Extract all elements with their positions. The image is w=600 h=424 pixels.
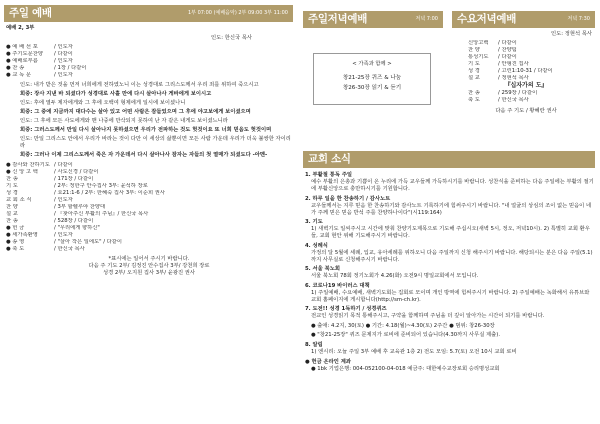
order-item xyxy=(468,75,596,82)
order-item xyxy=(6,176,292,183)
order-item xyxy=(6,197,292,204)
order-value: / 한신국 목사 xyxy=(498,96,529,103)
news-item-title: ● 헌금 온라인 계좌 xyxy=(305,358,351,365)
news-item-title: 3. 기도 xyxy=(305,219,323,226)
order-item xyxy=(6,169,292,176)
news-title: 교회 소식 xyxy=(308,152,351,165)
order-label: 성 경 xyxy=(6,189,18,196)
order-value: / 3부 할렐루야 찬양대 xyxy=(54,203,106,210)
news-item xyxy=(305,332,595,339)
order-item xyxy=(6,65,292,72)
order-label: 성 경 xyxy=(468,67,480,74)
news-item xyxy=(305,342,595,356)
order-value: / 528장 / 다같이 xyxy=(54,217,94,224)
order-label: ● 송 영 xyxy=(6,238,25,245)
order-value: / 다같이 xyxy=(498,53,517,60)
news-item-title: 7. 도전!! 성경 1독하기 / 성경퀴즈 xyxy=(305,306,387,313)
news-item-title: 6. 코로나19 바이러스 대책 xyxy=(305,282,370,289)
order-label: ● 예 배 선 포 xyxy=(6,43,38,50)
order-item xyxy=(6,58,292,65)
responsive-line: 회중: 그러나 이제 그리스도께서 죽은 자 가운데서 다시 살아나사 잠자는 자들의 첫 열매가 되셨도다 -아멘- xyxy=(20,151,268,158)
order-list-2 xyxy=(6,162,292,253)
order-value: / 1장 / 다같이 xyxy=(54,64,87,71)
order-list-1 xyxy=(6,44,292,79)
news-item xyxy=(305,266,595,280)
order-value: / 인도자 xyxy=(54,196,73,203)
wednesday-order-2 xyxy=(456,90,596,104)
news-item-title: 5. 서울 북노회 xyxy=(305,266,340,273)
worship-times: 1부 07:00 (예배음악) 2부 09:00 3부 11:00 xyxy=(187,10,288,17)
news-item xyxy=(305,323,595,330)
order-item xyxy=(468,47,596,54)
news-item-title: 2. 하루 일을 한 찬송하기 / 감사노트 xyxy=(305,195,391,202)
sunday-evening-time: 저녁 7:00 xyxy=(415,16,438,23)
reading-1: 창21-25장 퀴즈 & 나눔 xyxy=(342,74,402,81)
news-item xyxy=(305,172,595,193)
order-label: ● 축 도 xyxy=(6,245,25,252)
order-value: / "살아 작은 일에도" / 다같이 xyxy=(54,238,123,245)
order-value: / 2부: 정한구 안수집사 3부: 윤석하 장로 xyxy=(54,182,148,189)
order-label: 통성기도 xyxy=(468,53,489,60)
order-label: ● 세가족환영 xyxy=(6,231,38,238)
order-value: / 요21:1-6 / 2부: 한혜숙 집사 3부: 이순희 권사 xyxy=(54,189,166,196)
order-value: / 안형진 집사 xyxy=(498,60,529,67)
order-item xyxy=(468,90,596,97)
order-value: / 찬양팀 xyxy=(498,46,517,53)
order-label: 찬 송 xyxy=(6,175,18,182)
responsive-line: 인도: 후에 열두 제자에게와 그 후에 오백여 형제에게 일시에 보이셨나니 xyxy=(20,99,186,106)
next-scripture: 성경 2부/ 오지원 집사 3부/ 윤광진 권사 xyxy=(102,269,196,276)
order-item xyxy=(6,183,292,190)
order-item xyxy=(6,211,292,218)
news-item-body: 1) 엔시리: 오늘 주일 3부 예배 후 교육관 1층 2) 전도 모임: 5.7(토) 오전 10시 교회 로비 xyxy=(311,349,517,355)
news-item-title: 8. 알림 xyxy=(305,342,323,349)
news-item xyxy=(305,283,595,304)
wednesday-body xyxy=(456,31,596,115)
responsive-line: 인도: 그 후에 모든 사도에게와 맨 나중에 만삭되지 못하여 난 자 같은 내게도 보이셨느니라 xyxy=(20,117,228,124)
order-label: 찬 양 xyxy=(468,46,480,53)
order-item xyxy=(6,190,292,197)
order-item xyxy=(468,61,596,68)
family-box xyxy=(313,53,431,105)
order-item xyxy=(468,97,596,104)
news-item-body: 1) 주일예배, 수요예배, 새벽기도회는 집회로 모이며 개인 방역에 힘써주시기 바랍니다. 2) 주일예배는 녹화해서 유튜브와 교회 홈페이지에 게시합니다(http://sm-ch.kr). xyxy=(311,289,590,303)
stand-note: *표시에는 일어서 주시기 바랍니다. xyxy=(108,255,190,262)
order-label: ● 예배로부름 xyxy=(6,57,38,64)
order-value: / 『찾아주신 부활의 주님』/ 한신국 목사 xyxy=(54,210,149,217)
order-item xyxy=(6,246,292,253)
news-item-body: 가정의 달 5월에 세례, 입교, 유아세례를 위하오니 다음 주일까지 신청 해주시기 바랍니다. 해당되시는 분은 다음 주일(5.1)까지 사무실로 신청해주시기 바랍니다. xyxy=(311,249,593,263)
order-label: 설 교 xyxy=(6,210,18,217)
order-value: / 다같이 xyxy=(54,161,73,168)
order-value: / 다같이 xyxy=(498,39,517,46)
news-item-body: ● 출애: 4.2지, 30(토) ● 기간: 4.18(월)~4.30(토) 2주간 ● 범위: 창26-30장 xyxy=(311,322,495,329)
order-value: / 정현석 목사 xyxy=(498,74,529,81)
news-item xyxy=(305,306,595,320)
order-value: / 171장 / 다같이 xyxy=(54,175,94,182)
order-label: 찬 송 xyxy=(468,89,480,96)
responsive-reading xyxy=(20,82,292,159)
news-item-body: ● "창21-25장" 퀴즈 문제지가 로비에 준비되어 있습니다(4.30까지 사무실 제출). xyxy=(311,332,501,339)
order-label: 설 교 xyxy=(468,74,480,81)
reading-2: 창26-30장 읽기 & 듣기 xyxy=(342,85,402,92)
sunday-evening-header xyxy=(303,11,443,28)
order-label: ● 교 독 문 xyxy=(6,71,32,78)
order-label: ● 신 앙 고 백 xyxy=(6,168,38,175)
news-item-title: 1. 부활절 통독 주일 xyxy=(305,172,353,178)
news-item-body: 예수 부활의 은총과 기쁨이 온 누리에 가득 교우들께 가득하시기를 바랍니다. 성찬식을 준비하는 다음 주일에는 부활의 절기에 부활신앙으로 충만하시기를 기원합니다. xyxy=(311,178,594,192)
order-item xyxy=(6,51,292,58)
order-label: 기 도 xyxy=(6,182,18,189)
responsive-line: 회중: 그러스도께서 만일 다시 살아나지 못하셨으면 우리가 전파하는 것도 헛것이요 또 너희 믿음도 헛것이며 xyxy=(20,126,272,133)
order-value: / 인도자 xyxy=(54,57,73,64)
wednesday-order-1 xyxy=(456,40,596,82)
news-item-body: 교우들께서는 지루 믿음 한 찬송하기와 감사노트 기록하기에 힘써주시기 바랍니다. "내 얼굴의 상심의 조이 없는 믿음이 네가 주께 믿은 믿음 반석 주를 찬양하나이다"(시119:164) xyxy=(311,202,592,216)
order-label: 찬 송 xyxy=(6,217,18,224)
order-item xyxy=(6,239,292,246)
order-value: / 인도자 xyxy=(54,71,73,78)
news-item-body: 전교인 성경읽기 목적 통해주시고, 구약을 함께하며 주님을 더 깊이 알아가는 시간이 되기를 바랍니다. xyxy=(311,313,545,320)
news-item-title: 4. 성례식 xyxy=(305,242,328,249)
news-item xyxy=(305,359,595,373)
responsive-line: 인도: 내가 받은 것을 먼저 너희에게 전하였노니 이는 성경대로 그리스도께서 우리 죄를 위하여 죽으시고 xyxy=(20,81,259,88)
wednesday-title: 수요저녁예배 xyxy=(457,12,517,25)
news-header xyxy=(303,151,595,168)
order-item xyxy=(6,44,292,51)
news-item-body: ● 1bk 기업은행: 004-052100-04-018 예금주: 대한예수교장로회 승리명성교회 xyxy=(311,365,500,372)
next-prayer: 다음 주 기도 2부/ 김정진 안수집사 3부/ 강천희 장로 xyxy=(88,262,210,269)
order-item xyxy=(6,72,292,79)
order-value: / 259장 / 다같이 xyxy=(498,89,538,96)
news-item-body: 서울 북노회 78회 정기노회가 4.26(화) 오전9시 명일교회에서 모입니다. xyxy=(311,273,479,280)
news-item xyxy=(305,219,595,240)
order-item xyxy=(6,204,292,211)
order-value: / 인도자 xyxy=(54,231,73,238)
order-value: / "우리에게 향하신" xyxy=(54,224,100,231)
responsive-line: 회중: 그 중에 지금까지 대다수는 살아 있고 어떤 사람은 잠들었으며 그 후에 야고보에게 보이셨으며 xyxy=(20,108,251,115)
wednesday-header xyxy=(452,11,595,28)
order-label: 교 회 소 식 xyxy=(6,196,32,203)
order-item xyxy=(468,40,596,47)
wednesday-sermon: 『십자가의 도』 xyxy=(504,81,548,89)
news-item xyxy=(305,243,595,264)
family-box-title: < 가족과 함께 > xyxy=(352,61,392,67)
news-list xyxy=(305,172,595,375)
order-item xyxy=(6,162,292,169)
order-value: / 고린1:10-31 / 다같이 xyxy=(498,67,553,74)
order-label: 신앙고백 xyxy=(468,39,489,46)
order-label: 찬 양 xyxy=(6,203,18,210)
order-item xyxy=(6,232,292,239)
worship-body xyxy=(6,25,292,277)
order-label: 축 도 xyxy=(468,96,480,103)
order-value: / 사도신경 / 다같이 xyxy=(54,168,99,175)
sunday-evening-title: 주일저녁예배 xyxy=(308,12,368,25)
wednesday-leader: 인도: 정현석 목사 xyxy=(551,31,592,37)
responsive-line: 회중: 장사 지낸 바 되셨다가 성경대로 사흘 만에 다시 살아나사 게바에게 보이시고 xyxy=(20,90,212,97)
order-label: ● 주기도문찬양 xyxy=(6,50,44,57)
order-value: / 한신국 목사 xyxy=(54,245,85,252)
worship-leader: 인도: 한신국 목사 xyxy=(211,34,252,41)
news-item xyxy=(305,196,595,217)
order-label: ● 감사와 찬하기도 xyxy=(6,161,50,168)
worship-part: 예배 2, 3부 xyxy=(6,25,35,31)
order-item xyxy=(468,68,596,75)
worship-title: 주일 예배 xyxy=(9,6,52,19)
wednesday-next: 다음 주 기도 / 황혜란 권사 xyxy=(495,107,557,114)
order-label: ● 헌 금 xyxy=(6,224,25,231)
responsive-line: 인도: 만일 그리스도 안에서 우리가 바라는 것이 다만 이 세상의 삶뿐이면 모든 사람 가운데 우리가 더욱 불쌍한 자이리라 xyxy=(20,135,291,149)
news-item-body: 1) 새벽기도 일씨주시고 시간에 맞춰 찬양기도제목으로 기도해 주십시오(새벽 5시, 정오, 저녁10시). 2) 특별히 교회 환우들, 교회 현안 위해 기도해주시기 바랍니다. xyxy=(311,226,590,240)
order-value: / 다같이 xyxy=(54,50,73,57)
order-label: ● 찬 송 xyxy=(6,64,25,71)
order-item xyxy=(6,225,292,232)
wednesday-time: 저녁 7:30 xyxy=(567,16,590,23)
order-item xyxy=(6,218,292,225)
order-value: / 인도자 xyxy=(54,43,73,50)
order-label: 기 도 xyxy=(468,60,480,67)
order-item xyxy=(468,54,596,61)
worship-header xyxy=(4,5,293,22)
